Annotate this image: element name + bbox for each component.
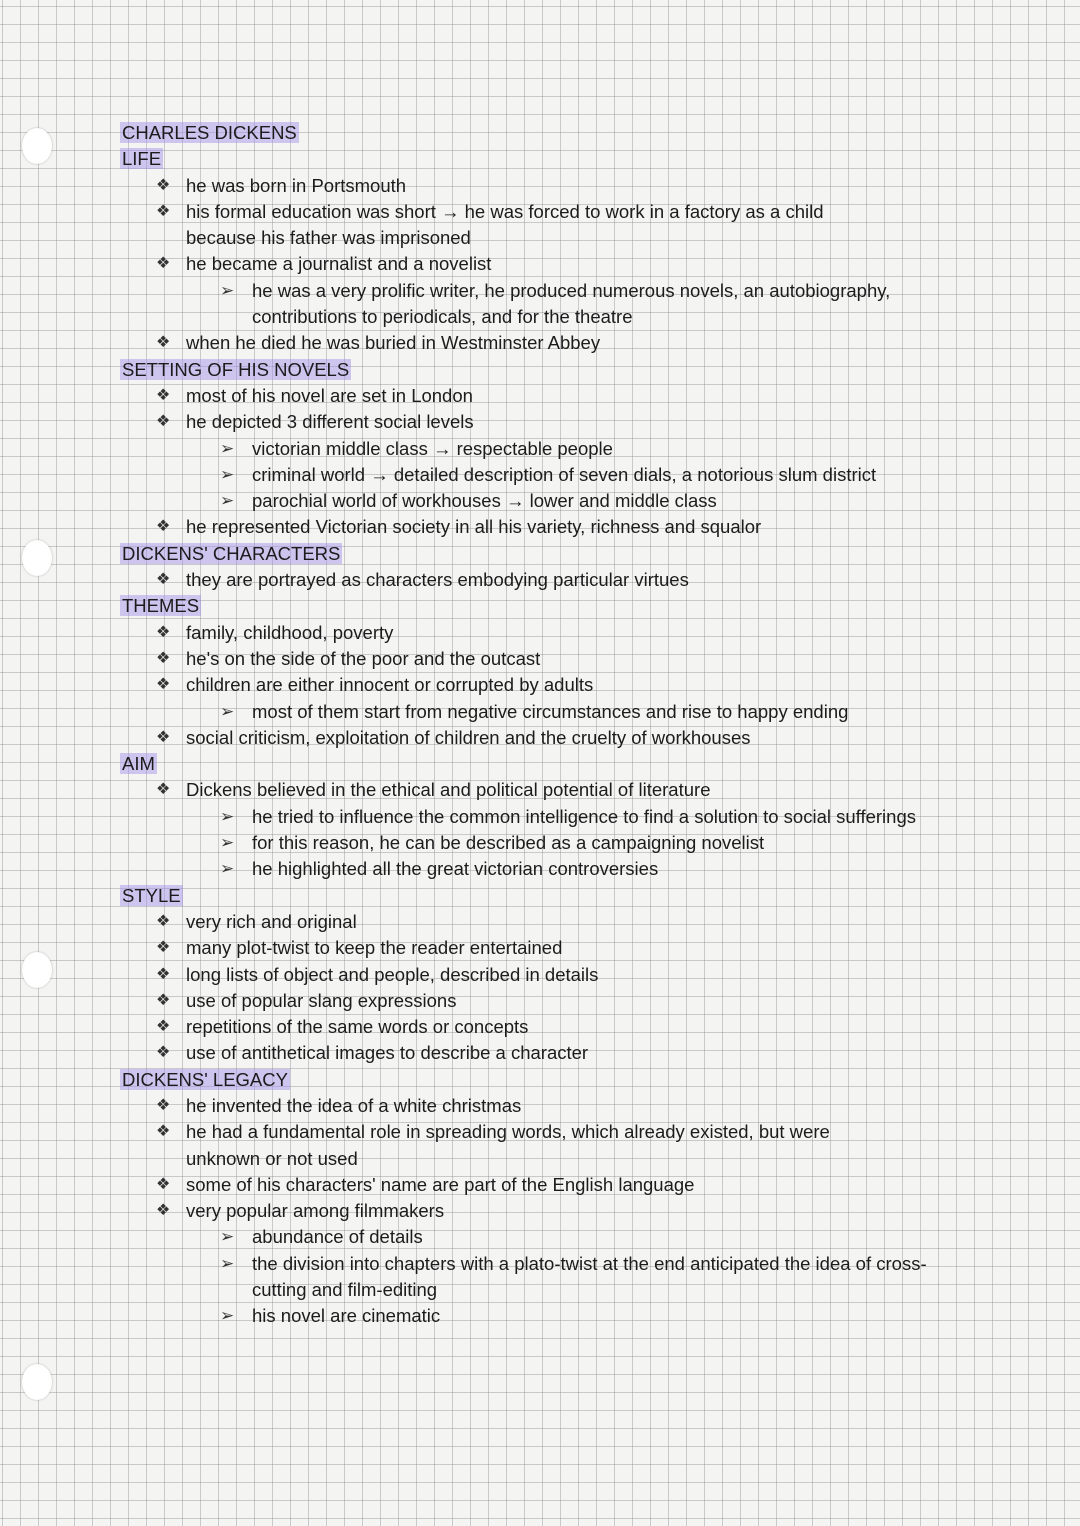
section-heading bbox=[120, 541, 940, 567]
sub-bullet-item bbox=[120, 278, 940, 331]
bullet-item bbox=[120, 1093, 940, 1119]
sub-bullet-item bbox=[120, 1303, 940, 1329]
bullet-text: he depicted 3 different social levels bbox=[186, 411, 474, 433]
punch-hole bbox=[22, 952, 52, 988]
section-heading bbox=[120, 593, 940, 619]
bullet-text: family, childhood, poverty bbox=[186, 621, 394, 643]
section-heading bbox=[120, 120, 940, 146]
diamond-bullet-icon: ❖ bbox=[156, 728, 171, 746]
diamond-bullet-icon: ❖ bbox=[156, 939, 171, 957]
diamond-bullet-icon: ❖ bbox=[156, 623, 171, 641]
diamond-bullet-icon: ❖ bbox=[156, 1123, 171, 1141]
section-heading-text: DICKENS' LEGACY bbox=[122, 1068, 288, 1090]
diamond-bullet-icon: ❖ bbox=[156, 255, 171, 273]
sub-bullet-item bbox=[120, 856, 940, 882]
bullet-text: he was a very prolific writer, he produced numerous novels, an autobiography, contributions to periodicals, and for the theatre bbox=[252, 279, 891, 328]
bullet-text: he's on the side of the poor and the outcast bbox=[186, 647, 541, 669]
diamond-bullet-icon: ❖ bbox=[156, 991, 171, 1009]
bullet-text: his formal education was short → he was forced to work in a factory as a child because his father was imprisoned bbox=[186, 200, 824, 249]
sub-bullet-item bbox=[120, 462, 940, 488]
sub-bullet-item bbox=[120, 699, 940, 725]
bullet-item bbox=[120, 672, 940, 698]
bullet-text: repetitions of the same words or concepts bbox=[186, 1016, 529, 1038]
bullet-item bbox=[120, 199, 940, 252]
arrow-bullet-icon: ➢ bbox=[220, 491, 235, 511]
bullet-text: very popular among filmmakers bbox=[186, 1200, 445, 1222]
diamond-bullet-icon: ❖ bbox=[156, 676, 171, 694]
diamond-bullet-icon: ❖ bbox=[156, 965, 171, 983]
section-heading-text: SETTING OF HIS NOVELS bbox=[122, 358, 350, 380]
bullet-item bbox=[120, 251, 940, 277]
bullet-text: he represented Victorian society in all his variety, richness and squalor bbox=[186, 516, 762, 538]
bullet-text: he highlighted all the great victorian controversies bbox=[252, 858, 659, 880]
section-heading-text: STYLE bbox=[122, 884, 181, 906]
section-heading-text: DICKENS' CHARACTERS bbox=[122, 542, 341, 564]
section-heading bbox=[120, 751, 940, 777]
bullet-item bbox=[120, 1040, 940, 1066]
bullet-text: abundance of details bbox=[252, 1226, 423, 1248]
diamond-bullet-icon: ❖ bbox=[156, 781, 171, 799]
bullet-text: many plot-twist to keep the reader entertained bbox=[186, 937, 563, 959]
diamond-bullet-icon: ❖ bbox=[156, 1175, 171, 1193]
bullet-text: he invented the idea of a white christmas bbox=[186, 1094, 522, 1116]
arrow-bullet-icon: ➢ bbox=[220, 464, 235, 484]
bullet-item bbox=[120, 725, 940, 751]
bullet-item bbox=[120, 777, 940, 803]
bullet-item bbox=[120, 620, 940, 646]
diamond-bullet-icon: ❖ bbox=[156, 1044, 171, 1062]
bullet-item bbox=[120, 1172, 940, 1198]
bullet-text: long lists of object and people, described in details bbox=[186, 963, 599, 985]
diamond-bullet-icon: ❖ bbox=[156, 413, 171, 431]
arrow-bullet-icon: ➢ bbox=[220, 859, 235, 879]
bullet-text: social criticism, exploitation of children and the cruelty of workhouses bbox=[186, 726, 751, 748]
section-heading bbox=[120, 357, 940, 383]
diamond-bullet-icon: ❖ bbox=[156, 518, 171, 536]
bullet-text: most of them start from negative circumstances and rise to happy ending bbox=[252, 700, 849, 722]
bullet-text: criminal world → detailed description of seven dials, a notorious slum district bbox=[252, 463, 877, 485]
bullet-item bbox=[120, 1198, 940, 1224]
section-heading-text: AIM bbox=[122, 753, 155, 775]
bullet-item bbox=[120, 383, 940, 409]
section-heading bbox=[120, 146, 940, 172]
bullet-text: victorian middle class → respectable people bbox=[252, 437, 613, 459]
sub-bullet-item bbox=[120, 830, 940, 856]
section-heading-text: LIFE bbox=[122, 148, 162, 170]
arrow-bullet-icon: ➢ bbox=[220, 438, 235, 458]
bullet-text: for this reason, he can be described as a campaigning novelist bbox=[252, 832, 765, 854]
sub-bullet-item bbox=[120, 1224, 940, 1250]
sub-bullet-item bbox=[120, 436, 940, 462]
diamond-bullet-icon: ❖ bbox=[156, 571, 171, 589]
bullet-text: he had a fundamental role in spreading words, which already existed, but were unknown or not used bbox=[186, 1121, 830, 1169]
arrow-bullet-icon: ➢ bbox=[220, 701, 235, 721]
diamond-bullet-icon: ❖ bbox=[156, 386, 171, 404]
bullet-text: Dickens believed in the ethical and political potential of literature bbox=[186, 779, 711, 801]
sub-bullet-item bbox=[120, 804, 940, 830]
section-heading-text: CHARLES DICKENS bbox=[122, 122, 297, 143]
diamond-bullet-icon: ❖ bbox=[156, 649, 171, 667]
section-heading-text: THEMES bbox=[122, 595, 200, 617]
bullet-item bbox=[120, 935, 940, 961]
diamond-bullet-icon: ❖ bbox=[156, 1018, 171, 1036]
bullet-text: the division into chapters with a plato-twist at the end anticipated the idea of cross-cutting and film-editing bbox=[252, 1252, 927, 1301]
bullet-item bbox=[120, 909, 940, 935]
section-heading bbox=[120, 883, 940, 909]
bullet-text: use of popular slang expressions bbox=[186, 989, 457, 1011]
bullet-text: most of his novel are set in London bbox=[186, 384, 473, 406]
bullet-item bbox=[120, 409, 940, 435]
notes-page bbox=[120, 120, 940, 1330]
diamond-bullet-icon: ❖ bbox=[156, 1202, 171, 1220]
bullet-item bbox=[120, 646, 940, 672]
arrow-bullet-icon: ➢ bbox=[220, 1253, 235, 1273]
bullet-item bbox=[120, 1014, 940, 1040]
bullet-text: his novel are cinematic bbox=[252, 1305, 441, 1327]
arrow-bullet-icon: ➢ bbox=[220, 1227, 235, 1247]
bullet-text: children are either innocent or corrupted by adults bbox=[186, 674, 594, 696]
bullet-item bbox=[120, 514, 940, 540]
bullet-item bbox=[120, 567, 940, 593]
arrow-bullet-icon: ➢ bbox=[220, 1306, 235, 1326]
diamond-bullet-icon: ❖ bbox=[156, 1096, 171, 1114]
sub-bullet-item bbox=[120, 1251, 940, 1304]
bullet-item bbox=[120, 173, 940, 199]
bullet-text: he became a journalist and a novelist bbox=[186, 253, 492, 275]
bullet-text: when he died he was buried in Westminster Abbey bbox=[186, 332, 601, 354]
bullet-text: he was born in Portsmouth bbox=[186, 174, 407, 196]
diamond-bullet-icon: ❖ bbox=[156, 912, 171, 930]
section-heading bbox=[120, 1067, 940, 1093]
bullet-item bbox=[120, 1119, 940, 1172]
punch-hole bbox=[22, 540, 52, 576]
sub-bullet-item bbox=[120, 488, 940, 514]
bullet-text: very rich and original bbox=[186, 910, 357, 932]
bullet-text: some of his characters' name are part of the English language bbox=[186, 1173, 695, 1195]
arrow-bullet-icon: ➢ bbox=[220, 833, 235, 853]
bullet-text: parochial world of workhouses → lower and middle class bbox=[252, 490, 717, 512]
arrow-bullet-icon: ➢ bbox=[220, 280, 235, 300]
punch-hole bbox=[22, 1364, 52, 1400]
bullet-text: they are portrayed as characters embodying particular virtues bbox=[186, 569, 689, 591]
bullet-item bbox=[120, 988, 940, 1014]
bullet-item bbox=[120, 330, 940, 356]
bullet-text: use of antithetical images to describe a character bbox=[186, 1042, 589, 1064]
bullet-text: he tried to influence the common intelligence to find a solution to social sufferings bbox=[252, 805, 916, 827]
diamond-bullet-icon: ❖ bbox=[156, 176, 171, 194]
diamond-bullet-icon: ❖ bbox=[156, 334, 171, 352]
punch-hole bbox=[22, 128, 52, 164]
bullet-item bbox=[120, 962, 940, 988]
diamond-bullet-icon: ❖ bbox=[156, 202, 171, 220]
arrow-bullet-icon: ➢ bbox=[220, 806, 235, 826]
